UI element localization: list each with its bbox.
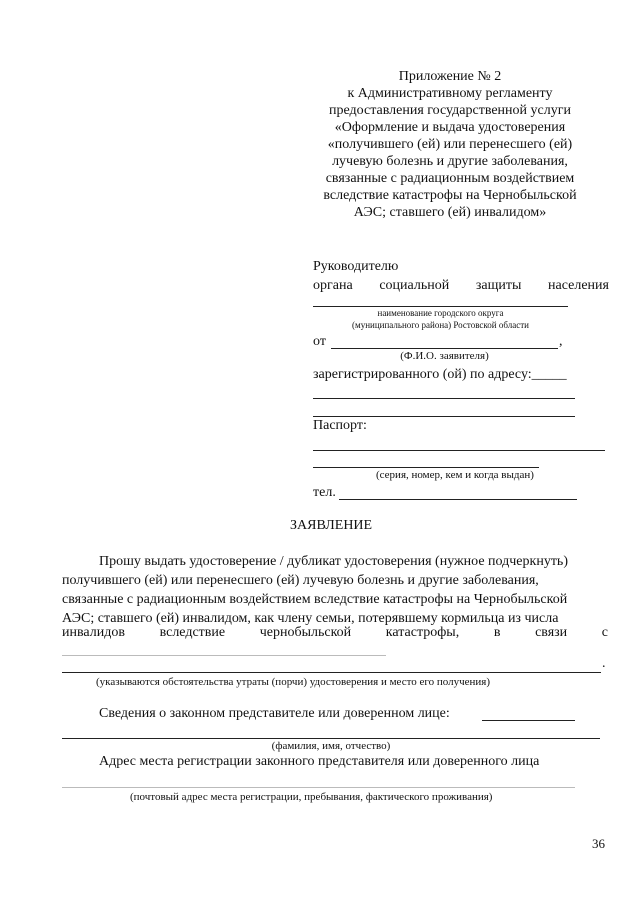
representative-inline-field[interactable] — [482, 720, 575, 721]
page-number: 36 — [592, 836, 605, 851]
representative-label: Сведения о законном представителе или доверенном лице: — [99, 706, 450, 721]
organ-name-hint-1: наименование городского округа — [377, 308, 504, 318]
applicant-name-field[interactable] — [331, 348, 558, 349]
representative-name-hint: (фамилия, имя, отчество) — [271, 740, 391, 752]
organ-name-hint-2: (муниципального района) Ростовской области — [352, 320, 529, 330]
word: чернобыльской — [259, 625, 352, 640]
circumstances-hint: (указываются обстоятельства утраты (порчи) удостоверения и место его получения) — [96, 676, 491, 688]
word: защиты — [475, 278, 522, 293]
appendix-line: лучевую болезнь и другие заболевания, — [332, 154, 568, 169]
word: связи — [535, 625, 568, 640]
from-label: от — [313, 334, 326, 349]
appendix-line: «Оформление и выдача удостоверения — [334, 120, 566, 135]
address-field-1[interactable] — [313, 398, 575, 399]
rep-address-label: Адрес места регистрации законного представителя или доверенного лица — [99, 754, 540, 769]
rep-address-hint: (почтовый адрес места регистрации, пребывания, фактического проживания) — [130, 791, 493, 803]
word: социальной — [379, 278, 450, 293]
appendix-line: связанные с радиационным воздействием — [325, 171, 575, 186]
word: в — [493, 625, 501, 640]
applicant-name-hint: (Ф.И.О. заявителя) — [400, 350, 489, 362]
address-field-2[interactable] — [313, 416, 575, 417]
appendix-title: Приложение № 2 — [398, 69, 502, 84]
representative-name-field[interactable] — [62, 738, 600, 739]
organ-name-field[interactable] — [313, 306, 568, 307]
appendix-line: к Административному регламенту — [347, 86, 553, 101]
phone-field[interactable] — [339, 499, 577, 500]
rep-address-field[interactable] — [62, 787, 575, 788]
registered-address-label: зарегистрированного (ой) по адресу:_____ — [313, 367, 567, 382]
appendix-line: «получившего (ей) или перенесшего (ей) — [327, 137, 573, 152]
phone-label: тел. — [313, 485, 336, 500]
from-comma: , — [559, 334, 563, 349]
word: вследствие — [159, 625, 226, 640]
word: инвалидов — [62, 625, 125, 640]
passport-field-1[interactable] — [313, 450, 605, 451]
circumstances-field-2[interactable] — [62, 672, 601, 673]
paragraph-line: АЭС; ставшего (ей) инвалидом, как члену семьи, потерявшему кормильца из числа — [62, 611, 559, 626]
addressee-organ-line — [313, 278, 609, 294]
appendix-line: АЭС; ставшего (ей) инвалидом» — [353, 205, 547, 220]
statement-title: ЗАЯВЛЕНИЕ — [290, 518, 373, 533]
addressee-title: Руководителю — [313, 259, 399, 274]
word: с — [601, 625, 608, 640]
passport-field-2[interactable] — [313, 467, 539, 468]
appendix-line: предоставления государственной услуги — [329, 103, 571, 118]
word: органа — [313, 278, 353, 293]
word: населения — [548, 278, 609, 293]
paragraph-line: связанные с радиационным воздействием вследствие катастрофы на Чернобыльской — [62, 592, 568, 607]
passport-label: Паспорт: — [313, 418, 367, 433]
appendix-line: вследствие катастрофы на Чернобыльской — [323, 188, 577, 203]
paragraph-line: Прошу выдать удостоверение / дубликат удостоверения (нужное подчеркнуть) — [99, 554, 568, 569]
paragraph-line: получившего (ей) или перенесшего (ей) лучевую болезнь и другие заболевания, — [62, 573, 539, 588]
circumstances-field-1[interactable] — [62, 655, 386, 656]
passport-hint: (серия, номер, кем и когда выдан) — [376, 469, 534, 481]
paragraph-justified-line — [62, 625, 608, 641]
circumstances-period: . — [602, 656, 606, 671]
word: катастрофы, — [385, 625, 460, 640]
